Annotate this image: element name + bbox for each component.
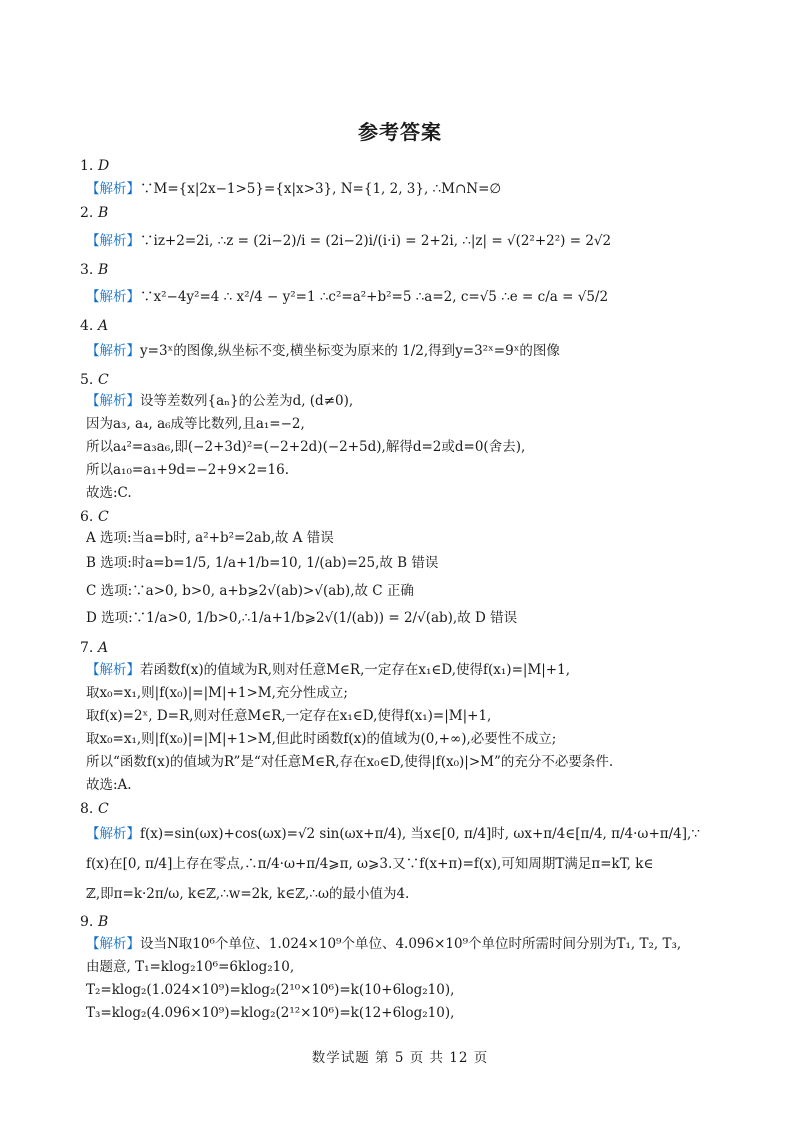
question-7 — [80, 640, 108, 656]
answer-letter: A — [98, 318, 109, 334]
line-text: B 选项:时a=b=1/5, 1/a+1/b=10, 1/(ab)=25,故 B 错误 — [86, 555, 439, 571]
line-text: 设等差数列{aₙ}的公差为d, (d≠0), — [140, 393, 354, 409]
explanation-line — [86, 1007, 454, 1021]
answer-letter: C — [98, 372, 109, 388]
explanation-line — [86, 418, 305, 432]
explanation-line — [86, 710, 491, 724]
explanation-line — [86, 291, 608, 305]
explanation-line — [86, 961, 294, 975]
line-text: 因为a₃, a₄, a₆成等比数列,且a₁=−2, — [86, 416, 305, 432]
line-text: 若函数f(x)的值域为R,则对任意M∈R,一定存在x₁∈D,使得f(x₁)=|M|+1, — [140, 662, 571, 678]
analysis-tag: 【解析】 — [86, 936, 140, 952]
explanation-line — [86, 756, 613, 770]
line-text: f(x)=sin(ωx)+cos(ωx)=√2 sin(ωx+π/4), 当x∈[0, π/4]时, ωx+π/4∈[π/4, π/4·ω+π/4],∵ — [140, 826, 700, 842]
explanation-line — [86, 487, 132, 501]
explanation-line — [86, 395, 353, 409]
line-text: 所以a₄²=a₃a₆,即(−2+3d)²=(−2+2d)(−2+5d),解得d=2或d=0(舍去), — [86, 439, 526, 455]
explanation-line — [86, 984, 454, 998]
line-text: D 选项:∵1/a>0, 1/b>0,∴1/a+1/b⩾2√(1/(ab)) = 2/√(ab),故 D 错误 — [86, 610, 518, 626]
line-text: C 选项:∵a>0, b>0, a+b⩾2√(ab)>√(ab),故 C 正确 — [86, 583, 414, 599]
question-2 — [80, 205, 108, 221]
explanation-line — [86, 235, 611, 249]
analysis-tag: 【解析】 — [86, 393, 140, 409]
line-text: A 选项:当a=b时, a²+b²=2ab,故 A 错误 — [86, 530, 334, 546]
line-text: ∵x²−4y²=4 ∴ x²/4 − y²=1 ∴c²=a²+b²=5 ∴a=2, c=√5 ∴e = c/a = √5/2 — [140, 289, 609, 305]
explanation-line — [86, 464, 289, 478]
answer-letter: C — [98, 801, 109, 817]
analysis-tag: 【解析】 — [86, 181, 140, 197]
explanation-line — [86, 441, 525, 455]
explanation-line — [86, 557, 438, 571]
line-text: f(x)在[0, π/4]上存在零点,∴π/4·ω+π/4⩾π, ω⩾3.又∵f(x+π)=f(x),可知周期T满足π=kT, k∈ — [86, 856, 654, 872]
question-number: 1. — [80, 158, 94, 174]
answer-letter: B — [98, 205, 109, 221]
page-footer: 数学试题 第 5 页 共 12 页 — [311, 1050, 489, 1066]
question-1 — [80, 158, 109, 174]
explanation-line — [86, 183, 501, 197]
question-3 — [80, 262, 108, 278]
line-text: 故选:C. — [86, 485, 132, 501]
explanation-line — [86, 828, 700, 842]
explanation-line — [86, 888, 409, 902]
line-text: ℤ,即π=k·2π/ω, k∈ℤ,∴w=2k, k∈ℤ,∴ω的最小值为4. — [86, 886, 410, 902]
explanation-line — [86, 779, 132, 793]
line-text: 故选:A. — [86, 777, 132, 793]
explanation-line — [86, 612, 517, 626]
explanation-line — [86, 938, 681, 952]
question-5 — [80, 372, 109, 388]
analysis-tag: 【解析】 — [86, 289, 140, 305]
analysis-tag: 【解析】 — [86, 343, 140, 359]
question-number: 8. — [80, 801, 94, 817]
line-text: 取f(x)=2ˣ, D=R,则对任意M∈R,一定存在x₁∈D,使得f(x₁)=|M|+1, — [86, 708, 492, 724]
answer-letter: B — [98, 914, 109, 930]
question-number: 4. — [80, 318, 94, 334]
question-number: 9. — [80, 914, 94, 930]
page-title: 参考答案 — [358, 120, 442, 144]
line-text: T₃=klog₂(4.096×10⁹)=klog₂(2¹²×10⁶)=k(12+6log₂10), — [86, 1005, 455, 1021]
line-text: ∵M={x|2x−1>5}={x|x>3}, N={1, 2, 3}, ∴M∩N=∅ — [140, 181, 502, 197]
explanation-line — [86, 733, 556, 747]
analysis-tag: 【解析】 — [86, 233, 140, 249]
line-text: 取x₀=x₁,则|f(x₀)|=|M|+1>M,但此时函数f(x)的值域为(0,+∞),必要性不成立; — [86, 731, 557, 747]
question-number: 7. — [80, 640, 94, 656]
question-number: 5. — [80, 372, 94, 388]
answer-letter: A — [98, 640, 109, 656]
question-number: 2. — [80, 205, 94, 221]
explanation-line — [86, 687, 348, 701]
answer-letter: B — [98, 262, 109, 278]
analysis-tag: 【解析】 — [86, 826, 140, 842]
explanation-line — [86, 858, 653, 872]
line-text: T₂=klog₂(1.024×10⁹)=klog₂(2¹⁰×10⁶)=k(10+6log₂10), — [86, 982, 455, 998]
explanation-line — [86, 585, 414, 599]
question-9 — [80, 914, 108, 930]
line-text: 所以a₁₀=a₁+9d=−2+9×2=16. — [86, 462, 289, 478]
question-number: 6. — [80, 509, 94, 525]
answer-letter: C — [98, 509, 109, 525]
line-text: y=3ˣ的图像,纵坐标不变,横坐标变为原来的 1/2,得到y=3²ˣ=9ˣ的图像 — [140, 343, 560, 359]
answer-letter: D — [98, 158, 110, 174]
question-4 — [80, 318, 108, 334]
line-text: 设当N取10⁶个单位、1.024×10⁹个单位、4.096×10⁹个单位时所需时间分别为T₁, T₂, T₃, — [140, 936, 682, 952]
question-6 — [80, 509, 109, 525]
explanation-line — [86, 532, 334, 546]
question-8 — [80, 801, 109, 817]
line-text: 所以“函数f(x)的值域为R”是“对任意M∈R,存在x₀∈D,使得|f(x₀)|>M”的充分不必要条件. — [86, 754, 614, 770]
question-number: 3. — [80, 262, 94, 278]
explanation-line — [86, 345, 560, 359]
analysis-tag: 【解析】 — [86, 662, 140, 678]
line-text: 由题意, T₁=klog₂10⁶=6klog₂10, — [86, 959, 295, 975]
explanation-line — [86, 664, 570, 678]
line-text: ∵iz+2=2i, ∴z = (2i−2)/i = (2i−2)i/(i·i) = 2+2i, ∴|z| = √(2²+2²) = 2√2 — [140, 233, 612, 249]
line-text: 取x₀=x₁,则|f(x₀)|=|M|+1>M,充分性成立; — [86, 685, 348, 701]
